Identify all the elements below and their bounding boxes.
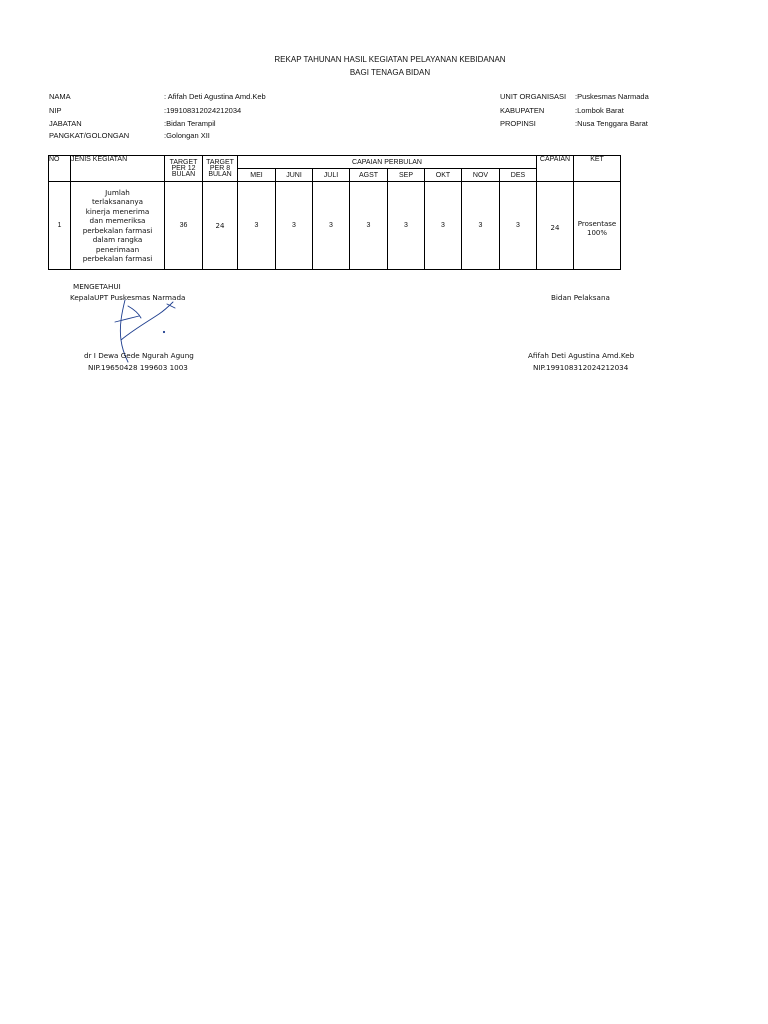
- label-propinsi: PROPINSI: [500, 119, 536, 128]
- row-month-value: 3: [462, 182, 500, 270]
- row-month-value: 3: [238, 182, 276, 270]
- left-signer-name: dr I Dewa Gede Ngurah Agung: [84, 351, 194, 360]
- kegiatan-line: dalam rangka: [92, 235, 143, 244]
- left-signer-role: KepalaUPT Puskesmas Narmada: [70, 293, 186, 302]
- row-no: 1: [49, 182, 71, 270]
- row-target-12: 36: [165, 182, 203, 270]
- label-pangkat: PANGKAT/GOLONGAN: [49, 131, 130, 140]
- table-row: [49, 182, 621, 270]
- value-unit: :Puskesmas Narmada: [575, 92, 649, 101]
- header-jenis-kegiatan: JENIS KEGIATAN: [71, 156, 165, 182]
- header-target-12-line2: PER 12: [171, 164, 196, 172]
- row-month-value: 3: [500, 182, 537, 270]
- value-pangkat: :Golongan XII: [164, 131, 210, 140]
- row-kegiatan: [71, 182, 165, 270]
- label-nama: NAMA: [49, 92, 71, 101]
- header-target-8-line1: TARGET: [206, 158, 234, 166]
- header-target-12-line3: BULAN: [171, 170, 196, 178]
- header-target-8: [203, 156, 238, 182]
- header-capaian: CAPAIAN: [537, 156, 574, 182]
- row-month-value: 3: [388, 182, 425, 270]
- kegiatan-line: perbekalan farmasi: [82, 225, 153, 235]
- header-month: AGST: [350, 169, 388, 182]
- header-target-12: [165, 156, 203, 182]
- kegiatan-line: penerimaan: [95, 244, 140, 254]
- kegiatan-line: terlaksananya: [91, 197, 144, 206]
- row-target-8: 24: [203, 182, 238, 270]
- header-month: SEP: [388, 169, 425, 182]
- left-signer-nip: NIP.19650428 199603 1003: [88, 363, 188, 372]
- label-unit: UNIT ORGANISASI: [500, 92, 567, 101]
- kegiatan-line: kinerja menerima: [85, 206, 150, 216]
- rekap-table: [48, 155, 621, 270]
- right-signer-name: Afifah Deti Agustina Amd.Keb: [528, 351, 635, 360]
- header-month: DES: [500, 169, 537, 182]
- row-month-value: 3: [276, 182, 313, 270]
- label-kabupaten: KABUPATEN: [500, 106, 545, 115]
- header-month: OKT: [425, 169, 462, 182]
- row-ket: [574, 182, 621, 270]
- header-capaian-perbulan: CAPAIAN PERBULAN: [238, 156, 537, 169]
- kegiatan-line: perbekalan farmasi: [82, 254, 153, 263]
- report-title: REKAP TAHUNAN HASIL KEGIATAN PELAYANAN KEBIDANAN: [274, 55, 506, 64]
- right-signer-nip: NIP.199108312024212034: [533, 363, 629, 372]
- header-month: JUNI: [276, 169, 313, 182]
- row-month-value: 3: [425, 182, 462, 270]
- value-nama: : Afifah Deti Agustina Amd.Keb: [164, 92, 266, 101]
- value-propinsi: :Nusa Tenggara Barat: [575, 119, 648, 128]
- ket-line: 100%: [586, 229, 607, 237]
- row-month-value: 3: [350, 182, 388, 270]
- header-target-12-line1: TARGET: [169, 158, 198, 166]
- value-kabupaten: :Lombok Barat: [575, 106, 624, 115]
- ket-line: Prosentase: [577, 220, 617, 228]
- header-target-8-line3: BULAN: [208, 170, 232, 178]
- header-month: JULI: [313, 169, 350, 182]
- row-capaian: 24: [537, 182, 574, 270]
- header-ket: KET: [574, 156, 621, 182]
- header-no: NO: [49, 156, 71, 182]
- row-month-value: 3: [313, 182, 350, 270]
- label-nip: NIP: [49, 106, 62, 115]
- kegiatan-line: Jumlah: [105, 187, 130, 197]
- kegiatan-line: dan memeriksa: [89, 216, 146, 225]
- header-target-8-line2: PER 8: [209, 164, 231, 172]
- header-month: MEI: [238, 169, 276, 182]
- report-subtitle: BAGI TENAGA BIDAN: [349, 68, 431, 77]
- header-month: NOV: [462, 169, 500, 182]
- value-nip: :199108312024212034: [164, 106, 242, 115]
- mengetahui-label: MENGETAHUI: [73, 282, 121, 291]
- right-signer-role: Bidan Pelaksana: [551, 293, 610, 302]
- value-jabatan: :Bidan Terampil: [164, 119, 216, 128]
- label-jabatan: JABATAN: [49, 119, 82, 128]
